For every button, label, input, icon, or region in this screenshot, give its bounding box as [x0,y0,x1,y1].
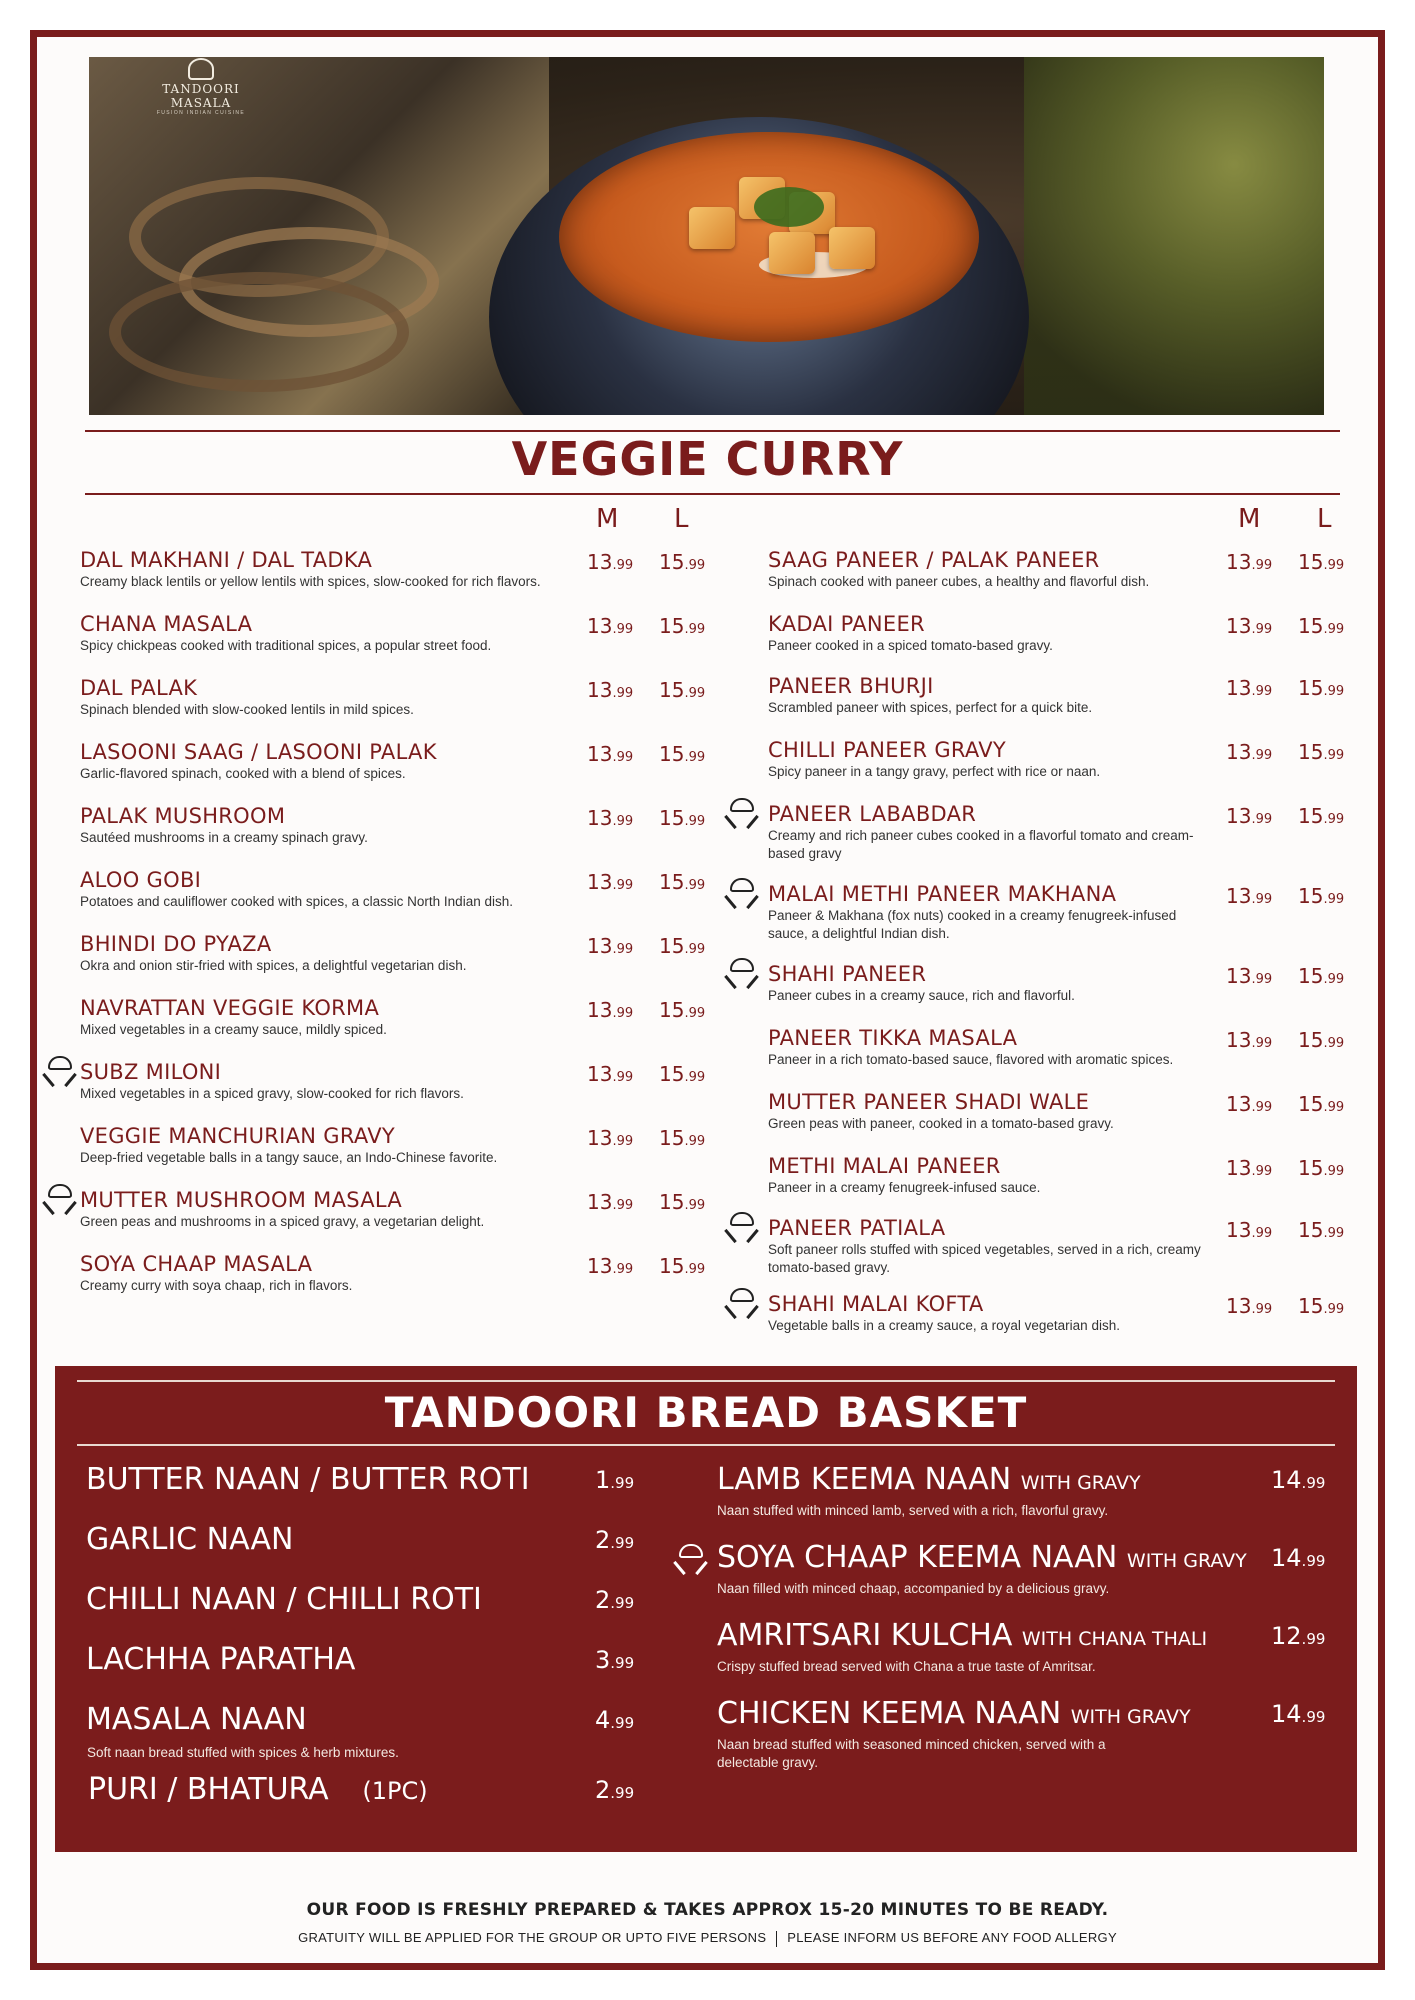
chef-hat-icon [724,958,760,992]
menu-item [80,932,570,975]
item-name: MALAI METHI PANEER MAKHANA [768,882,1117,906]
item-desc: Paneer cooked in a spiced tomato-based gravy. [768,638,1053,653]
item-name: NAVRATTAN VEGGIE KORMA [80,996,380,1020]
price-medium: 13.99 [1226,614,1273,638]
price-large: 15.99 [1298,550,1345,574]
price-large: 15.99 [659,614,706,638]
item-name: SUBZ MILONI [80,1060,222,1084]
item-name: PANEER LABABDAR [768,802,977,826]
menu-item [768,1090,1208,1133]
item-name: PANEER TIKKA MASALA [768,1026,1018,1050]
bread-item-desc: Naan stuffed with minced lamb, served with a rich, flavorful gravy. [717,1503,1109,1518]
chef-hat-icon [724,1212,760,1246]
menu-item [80,804,570,847]
item-name: PANEER BHURJI [768,674,934,698]
price-large: 15.99 [659,678,706,702]
item-desc: Deep-fried vegetable balls in a tangy sauce, an Indo-Chinese favorite. [80,1150,498,1165]
bread-item-desc: Naan bread stuffed with seasoned minced chicken, served with a delectable gravy. [717,1737,1106,1770]
price-large: 15.99 [1298,614,1345,638]
price-large: 15.99 [659,934,706,958]
bread-item-name: MASALA NAAN [86,1702,307,1737]
price-large: 15.99 [659,550,706,574]
bread-item-desc: Crispy stuffed bread served with Chana a true taste of Amritsar. [717,1659,1096,1674]
price-medium: 13.99 [587,550,634,574]
bread-item-price: 14.99 [1271,1700,1326,1728]
hero-photo [89,57,1324,415]
price-medium: 13.99 [1226,740,1273,764]
bread-item-desc: Soft naan bread stuffed with spices & herb mixtures. [87,1745,399,1760]
size-header-l: L [674,504,689,534]
price-medium: 13.99 [587,742,634,766]
bread-item-desc: Naan filled with minced chaap, accompanied by a delicious gravy. [717,1581,1110,1596]
item-desc: Okra and onion stir-fried with spices, a delightful vegetarian dish. [80,958,467,973]
price-medium: 13.99 [587,870,634,894]
bread-item-subtitle: WITH GRAVY [1070,1706,1191,1728]
price-medium: 13.99 [587,1062,634,1086]
bread-item-price: 12.99 [1271,1622,1326,1650]
item-desc: Soft paneer rolls stuffed with spiced vegetables, served in a rich, creamy tomato-based gravy. [768,1242,1201,1275]
bread-item-name: CHILLI NAAN / CHILLI ROTI [86,1582,482,1617]
menu-item [768,962,1208,1005]
chef-hat-icon [724,798,760,832]
item-name: MUTTER PANEER SHADI WALE [768,1090,1090,1114]
item-name: SOYA CHAAP MASALA [80,1252,313,1276]
item-name: DAL MAKHANI / DAL TADKA [80,548,373,572]
bread-item-price: 14.99 [1271,1466,1326,1494]
bread-item-name: GARLIC NAAN [86,1522,294,1557]
item-desc: Spicy chickpeas cooked with traditional spices, a popular street food. [80,638,492,653]
menu-item [80,868,570,911]
bread-item-subtitle: WITH CHANA THALI [1021,1628,1208,1650]
price-medium: 13.99 [1226,676,1273,700]
price-large: 15.99 [1298,964,1345,988]
bread-item-name: BUTTER NAAN / BUTTER ROTI [86,1462,530,1497]
item-desc: Mixed vegetables in a spiced gravy, slow-cooked for rich flavors. [80,1086,464,1101]
price-medium: 13.99 [1226,884,1273,908]
price-medium: 13.99 [587,998,634,1022]
item-desc: Green peas and mushrooms in a spiced gravy, a vegetarian delight. [80,1214,485,1229]
item-name: LASOONI SAAG / LASOONI PALAK [80,740,437,764]
item-name: ALOO GOBI [80,868,202,892]
menu-item [80,740,570,783]
menu-item [768,1216,1208,1277]
brand-name: TANDOORI MASALA [162,82,240,110]
menu-item [768,738,1208,781]
item-desc: Creamy and rich paneer cubes cooked in a flavorful tomato and cream-based gravy [768,828,1194,861]
section-title-bread-basket: TANDOORI BREAD BASKET [384,1388,1028,1437]
bread-item-subtitle: WITH GRAVY [1126,1550,1247,1572]
item-name: SHAHI PANEER [768,962,927,986]
bread-item-price: 2.99 [595,1586,635,1614]
size-header-m: M [596,504,619,534]
price-medium: 13.99 [1226,804,1273,828]
bread-item-price: 2.99 [595,1526,635,1554]
section-title-veggie-curry: VEGGIE CURRY [511,432,904,486]
menu-item [80,612,570,655]
item-name: SHAHI MALAI KOFTA [768,1292,984,1316]
menu-item [768,882,1208,943]
gratuity-note: GRATUITY WILL BE APPLIED FOR THE GROUP OR UPTO FIVE PERSONS [298,1930,767,1945]
item-name: MUTTER MUSHROOM MASALA [80,1188,403,1212]
footer-notice: OUR FOOD IS FRESHLY PREPARED & TAKES APPROX 15-20 MINUTES TO BE READY. [306,1900,1109,1920]
item-name: CHANA MASALA [80,612,253,636]
item-desc: Creamy curry with soya chaap, rich in flavors. [80,1278,353,1293]
bread-item-name: LACHHA PARATHA [86,1642,356,1677]
price-medium: 13.99 [587,678,634,702]
item-desc: Paneer cubes in a creamy sauce, rich and flavorful. [768,988,1075,1003]
logo-emblem-icon [188,58,214,80]
chef-hat-icon [724,1288,760,1322]
price-large: 15.99 [1298,740,1345,764]
price-medium: 13.99 [1226,1156,1273,1180]
item-name: VEGGIE MANCHURIAN GRAVY [80,1124,395,1148]
item-desc: Sautéed mushrooms in a creamy spinach gravy. [80,830,368,845]
item-desc: Vegetable balls in a creamy sauce, a royal vegetarian dish. [768,1318,1120,1333]
item-desc: Creamy black lentils or yellow lentils with spices, slow-cooked for rich flavors. [80,574,541,589]
item-name: CHILLI PANEER GRAVY [768,738,1007,762]
price-medium: 13.99 [1226,964,1273,988]
price-medium: 13.99 [587,806,634,830]
bread-item-name: PURI / BHATURA (1PC) [88,1772,428,1807]
price-large: 15.99 [1298,884,1345,908]
menu-item [80,548,570,591]
price-large: 15.99 [1298,676,1345,700]
price-large: 15.99 [659,742,706,766]
price-large: 15.99 [659,1062,706,1086]
price-medium: 13.99 [587,1190,634,1214]
item-name: KADAI PANEER [768,612,925,636]
price-large: 15.99 [659,870,706,894]
menu-item [80,1188,570,1231]
bread-item-name: SOYA CHAAP KEEMA NAAN WITH GRAVY [717,1540,1247,1575]
brand-tagline: FUSION INDIAN CUISINE [156,110,246,116]
item-name: SAAG PANEER / PALAK PANEER [768,548,1100,572]
price-medium: 13.99 [587,614,634,638]
brand-logo [138,58,264,116]
bread-item-name: CHICKEN KEEMA NAAN WITH GRAVY [717,1696,1191,1731]
price-large: 15.99 [1298,1294,1345,1318]
item-desc: Spicy paneer in a tangy gravy, perfect with rice or naan. [768,764,1101,779]
size-header-m: M [1238,504,1261,534]
separator [776,1931,777,1947]
item-desc: Green peas with paneer, cooked in a tomato-based gravy. [768,1116,1114,1131]
allergy-note: PLEASE INFORM US BEFORE ANY FOOD ALLERGY [787,1930,1117,1945]
price-medium: 13.99 [1226,550,1273,574]
menu-item [768,1292,1208,1335]
bread-item-subtitle: WITH GRAVY [1020,1472,1141,1494]
size-header-l: L [1317,504,1332,534]
price-large: 15.99 [659,1190,706,1214]
chef-hat-icon [42,1056,78,1090]
price-large: 15.99 [1298,1156,1345,1180]
price-medium: 13.99 [587,1254,634,1278]
item-name: BHINDI DO PYAZA [80,932,272,956]
bread-item-price: 1.99 [595,1466,635,1494]
bread-basket-panel [55,1366,1357,1852]
menu-item [768,674,1208,717]
price-large: 15.99 [1298,804,1345,828]
chef-hat-icon [673,1544,709,1578]
chef-hat-icon [42,1184,78,1218]
item-name: METHI MALAI PANEER [768,1154,1001,1178]
price-medium: 13.99 [1226,1028,1273,1052]
item-desc: Paneer in a rich tomato-based sauce, flavored with aromatic spices. [768,1052,1174,1067]
price-large: 15.99 [659,1126,706,1150]
item-desc: Spinach blended with slow-cooked lentils in mild spices. [80,702,414,717]
bread-item-price: 14.99 [1271,1544,1326,1572]
bread-item-name: LAMB KEEMA NAAN WITH GRAVY [717,1462,1141,1497]
price-large: 15.99 [659,1254,706,1278]
item-name: DAL PALAK [80,676,198,700]
menu-item [768,1026,1268,1069]
chef-hat-icon [724,878,760,912]
menu-item [768,548,1208,591]
price-medium: 13.99 [1226,1092,1273,1116]
menu-item [768,1154,1208,1197]
item-desc: Scrambled paneer with spices, perfect for a quick bite. [768,700,1093,715]
item-desc: Potatoes and cauliflower cooked with spices, a classic North Indian dish. [80,894,513,909]
item-desc: Spinach cooked with paneer cubes, a healthy and flavorful dish. [768,574,1150,589]
price-medium: 13.99 [587,1126,634,1150]
menu-item [80,1124,570,1167]
bread-item-price: 2.99 [595,1776,635,1804]
bread-item-name: AMRITSARI KULCHA WITH CHANA THALI [717,1618,1208,1653]
footer-policies [0,1930,1415,1947]
bread-item-price: 3.99 [595,1646,635,1674]
price-large: 15.99 [659,806,706,830]
price-medium: 13.99 [587,934,634,958]
price-medium: 13.99 [1226,1294,1273,1318]
bread-item-price: 4.99 [595,1706,635,1734]
price-large: 15.99 [1298,1218,1345,1242]
price-large: 15.99 [1298,1028,1345,1052]
menu-item [768,802,1208,863]
menu-item [80,1252,570,1295]
divider [85,493,1340,495]
item-desc: Garlic-flavored spinach, cooked with a blend of spices. [80,766,406,781]
menu-item [80,1060,570,1103]
item-desc: Paneer in a creamy fenugreek-infused sauce. [768,1180,1041,1195]
menu-item [80,676,570,719]
price-large: 15.99 [1298,1092,1345,1116]
item-name: PANEER PATIALA [768,1216,946,1240]
item-desc: Mixed vegetables in a creamy sauce, mildly spiced. [80,1022,387,1037]
menu-item [80,996,570,1039]
item-desc: Paneer & Makhana (fox nuts) cooked in a creamy fenugreek-infused sauce, a delightful Indian dish. [768,908,1177,941]
item-name: PALAK MUSHROOM [80,804,286,828]
price-medium: 13.99 [1226,1218,1273,1242]
bread-item-qty: (1PC) [354,1777,428,1805]
price-large: 15.99 [659,998,706,1022]
menu-item [768,612,1208,655]
